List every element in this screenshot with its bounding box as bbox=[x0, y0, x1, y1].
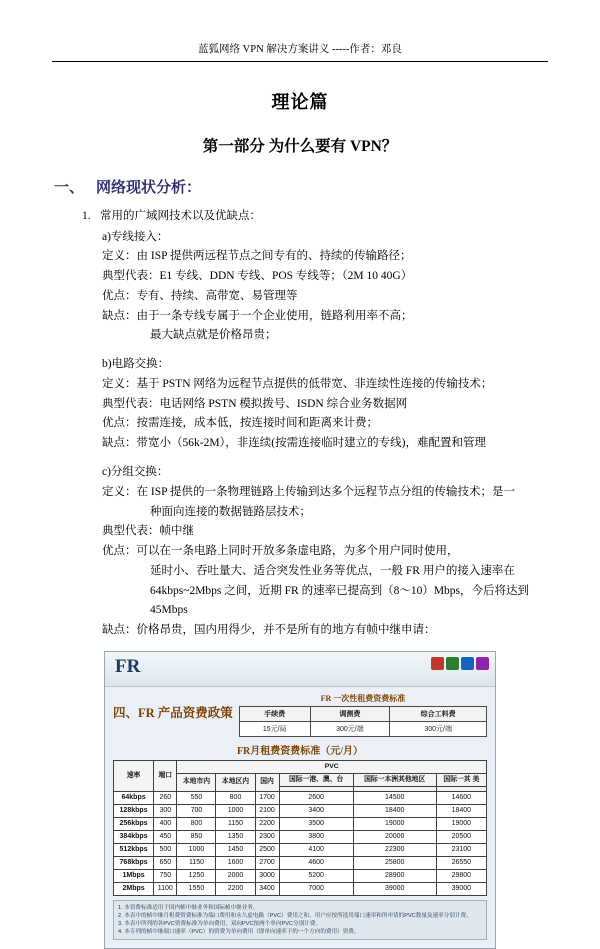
purple-square-icon bbox=[476, 657, 489, 670]
section-heading-1 bbox=[54, 176, 548, 197]
cell-intl-3: 23100 bbox=[436, 843, 486, 856]
cell-intl-1: 3800 bbox=[279, 830, 353, 843]
spacer bbox=[102, 454, 548, 463]
column-header-intl-1: 国际一港、澳、台 bbox=[279, 773, 353, 786]
column-header: 调测费 bbox=[310, 706, 390, 721]
table-cell: 300元/端 bbox=[310, 721, 390, 736]
list-marker: 1. bbox=[82, 209, 91, 222]
embedded-screenshot bbox=[104, 651, 496, 949]
cell-domestic: 2500 bbox=[255, 843, 279, 856]
block-a-cons: 缺点：由于一条专线专属于一个企业使用，链路利用率不高； bbox=[102, 309, 413, 322]
logo-group bbox=[431, 657, 489, 670]
cell-intl-2: 28900 bbox=[353, 869, 436, 882]
table-row bbox=[239, 706, 486, 721]
screenshot-titlebar bbox=[105, 652, 495, 687]
blue-square-icon bbox=[461, 657, 474, 670]
cell-rate: 384kbps bbox=[114, 830, 154, 843]
cell-intl-3: 14600 bbox=[436, 791, 486, 804]
cell-intl-2: 22300 bbox=[353, 843, 436, 856]
cell-rate: 1Mbps bbox=[114, 869, 154, 882]
cell-intl-2: 19000 bbox=[353, 817, 436, 830]
block-a-pros: 优点：专有、持续、高带宽、易管理等 bbox=[102, 289, 298, 302]
cell-domestic: 2700 bbox=[255, 856, 279, 869]
part-title: 第一部分 为什么要有 VPN？ bbox=[202, 137, 398, 155]
table-notes bbox=[113, 900, 487, 940]
block-a-definition: 定义：由 ISP 提供两远程节点之间专有的、持续的传输路径； bbox=[102, 250, 412, 263]
cell-domestic: 2200 bbox=[255, 817, 279, 830]
one-time-fee-table bbox=[239, 693, 487, 737]
cell-domestic: 2100 bbox=[255, 804, 279, 817]
cell-intl-1: 4100 bbox=[279, 843, 353, 856]
column-header-domestic: 国内 bbox=[255, 773, 279, 791]
cell-intl-3: 20500 bbox=[436, 830, 486, 843]
table-row bbox=[114, 830, 487, 843]
cell-local-city: 700 bbox=[177, 804, 216, 817]
table-cell: 15元/局 bbox=[239, 721, 310, 736]
cell-intl-3: 18400 bbox=[436, 804, 486, 817]
monthly-fee-table bbox=[113, 760, 487, 896]
cell-domestic: 2300 bbox=[255, 830, 279, 843]
cell-local-city: 1250 bbox=[177, 869, 216, 882]
list-item-label: 常用的广域网技术以及优缺点： bbox=[100, 209, 261, 222]
cell-rate: 256kbps bbox=[114, 817, 154, 830]
cell-rate: 128kbps bbox=[114, 804, 154, 817]
cell-intl-1: 3400 bbox=[279, 804, 353, 817]
block-b-heading: b)电路交换： bbox=[102, 358, 170, 371]
block-a-cons-2: 最大缺点就是价格昂贵； bbox=[150, 329, 277, 342]
column-header-local-area: 本地区内 bbox=[216, 773, 255, 791]
cell-intl-3: 39000 bbox=[436, 882, 486, 895]
note-line: 4. 本专列的帧中继端口速率（PVC）的资费为单向费用（即单向速率下的一个方向的费用）资费。 bbox=[118, 929, 360, 936]
cell-local-area: 2200 bbox=[216, 882, 255, 895]
cell-local-area: 800 bbox=[216, 791, 255, 804]
document-page bbox=[0, 44, 600, 936]
block-c-definition-2: 种面向连接的数据链路层技术； bbox=[150, 505, 311, 518]
cell-local-city: 1000 bbox=[177, 843, 216, 856]
column-header-intl-2: 国际一本洲其他地区 bbox=[353, 773, 436, 786]
block-c-pros-4: 45Mbps bbox=[150, 604, 188, 617]
column-header-local-city: 本地市内 bbox=[177, 773, 216, 791]
section-number: 一、 bbox=[54, 179, 85, 196]
block-c-definition-1: 定义：在 ISP 提供的一条物理链路上传输到达多个远程节点分组的传输技术；是一 bbox=[102, 485, 515, 498]
column-header: 综合工料费 bbox=[390, 706, 487, 721]
column-header-rate: 速率 bbox=[114, 760, 154, 791]
cell-intl-2: 25800 bbox=[353, 856, 436, 869]
red-square-icon bbox=[431, 657, 444, 670]
cell-intl-1: 7000 bbox=[279, 882, 353, 895]
table-header-row bbox=[114, 760, 487, 773]
cell-intl-3: 29800 bbox=[436, 869, 486, 882]
block-b-pros: 优点：按需连接，成本低，按连接时间和距离来计费； bbox=[102, 417, 378, 430]
cell-port: 500 bbox=[154, 843, 177, 856]
cell-domestic: 3400 bbox=[255, 882, 279, 895]
cell-local-area: 1600 bbox=[216, 856, 255, 869]
cell-intl-3: 26550 bbox=[436, 856, 486, 869]
table-row bbox=[114, 856, 487, 869]
column-group-pvc: PVC bbox=[177, 760, 487, 773]
table-row bbox=[114, 817, 487, 830]
cell-intl-2: 18400 bbox=[353, 804, 436, 817]
column-header-port: 端口 bbox=[154, 760, 177, 791]
document-title: 理论篇 bbox=[271, 91, 329, 112]
table-row bbox=[114, 869, 487, 882]
cell-local-city: 1550 bbox=[177, 882, 216, 895]
cell-rate: 512kbps bbox=[114, 843, 154, 856]
cell-local-area: 1350 bbox=[216, 830, 255, 843]
cell-rate: 64kbps bbox=[114, 791, 154, 804]
section-title: 网络现状分析： bbox=[96, 179, 202, 196]
cell-intl-1: 5200 bbox=[279, 869, 353, 882]
cell-port: 750 bbox=[154, 869, 177, 882]
table-row bbox=[114, 882, 487, 895]
block-c-typical: 典型代表：帧中继 bbox=[102, 525, 194, 538]
cell-intl-2: 20000 bbox=[353, 830, 436, 843]
list-item bbox=[82, 207, 548, 223]
cell-intl-1: 2600 bbox=[279, 791, 353, 804]
cell-port: 650 bbox=[154, 856, 177, 869]
cell-local-city: 1150 bbox=[177, 856, 216, 869]
block-b-definition: 定义：基于 PSTN 网络为远程节点提供的低带宽、非连续性连接的传输技术； bbox=[102, 377, 493, 390]
cell-port: 450 bbox=[154, 830, 177, 843]
note-line: 3. 本表中所列的各PVC资费标准为单向费用，双向PVC按两个单向PVC分别计费。 bbox=[118, 921, 321, 928]
table-row bbox=[114, 791, 487, 804]
table-row bbox=[239, 721, 486, 736]
column-header-intl-3: 国际一其 美 bbox=[436, 773, 486, 786]
cell-domestic: 3000 bbox=[255, 869, 279, 882]
cell-intl-3: 19000 bbox=[436, 817, 486, 830]
note-line: 2. 本表中的帧中继月租费资费标准为端口费用和永久虚电路（PVC）费用之和，用户应按所选用端口速率和所申请的PVC数量及速率分别计费。 bbox=[118, 913, 472, 920]
one-time-fee-caption: FR 一次性租费资费标准 bbox=[320, 693, 406, 703]
monthly-fee-caption: FR月租费资费标准（元/月） bbox=[236, 745, 364, 757]
cell-local-area: 1450 bbox=[216, 843, 255, 856]
table-cell: 300元/端 bbox=[390, 721, 487, 736]
cell-intl-1: 3500 bbox=[279, 817, 353, 830]
heading-row bbox=[113, 693, 487, 737]
block-a-typical: 典型代表：E1 专线、DDN 专线、POS 专线等；（2M 10 40G） bbox=[102, 270, 413, 283]
cell-port: 300 bbox=[154, 804, 177, 817]
cell-intl-1: 4600 bbox=[279, 856, 353, 869]
screenshot-content bbox=[105, 687, 495, 948]
cell-port: 400 bbox=[154, 817, 177, 830]
block-c-pros-2: 延时小、吞吐量大、适合突发性业务等优点，一般 FR 用户的接入速率在 bbox=[150, 564, 515, 577]
cell-local-area: 2000 bbox=[216, 869, 255, 882]
fr-policy-heading: 四、FR 产品资费政策 bbox=[113, 705, 233, 720]
note-line: 1. 本资费标准适用于国内帧中继业务和国际帧中继业务。 bbox=[118, 904, 259, 911]
block-c-heading: c)分组交换： bbox=[102, 466, 169, 479]
cell-intl-2: 39000 bbox=[353, 882, 436, 895]
column-header: 手续费 bbox=[239, 706, 310, 721]
page-header: 蓝狐网络 VPN 解决方案讲义 -----作者：邓良 bbox=[52, 44, 548, 62]
cell-port: 260 bbox=[154, 791, 177, 804]
table-row bbox=[114, 804, 487, 817]
content-body bbox=[102, 228, 548, 641]
cell-local-city: 800 bbox=[177, 817, 216, 830]
cell-local-area: 1000 bbox=[216, 804, 255, 817]
block-b-cons: 缺点：带宽小（56k-2M），非连续(按需连接临时建立的专线)，难配置和管理 bbox=[102, 437, 486, 450]
cell-rate: 2Mbps bbox=[114, 882, 154, 895]
block-c-cons: 缺点：价格昂贵，国内用得少，并不是所有的地方有帧中继申请： bbox=[102, 624, 436, 637]
cell-domestic: 1700 bbox=[255, 791, 279, 804]
green-square-icon bbox=[446, 657, 459, 670]
block-a-heading: a)专线接入： bbox=[102, 230, 169, 243]
cell-local-city: 850 bbox=[177, 830, 216, 843]
cell-intl-2: 14500 bbox=[353, 791, 436, 804]
cell-rate: 768kbps bbox=[114, 856, 154, 869]
cell-local-city: 550 bbox=[177, 791, 216, 804]
block-c-pros-1: 优点：可以在一条电路上同时开放多条虚电路，为多个用户同时使用， bbox=[102, 545, 459, 558]
block-b-typical: 典型代表：电话网络 PSTN 模拟拨号、ISDN 综合业务数据网 bbox=[102, 397, 408, 410]
cell-local-area: 1150 bbox=[216, 817, 255, 830]
block-c-pros-3: 64kbps~2Mbps 之间，近期 FR 的速率已提高到（8～10）Mbps，今后将达到 bbox=[150, 584, 530, 597]
fr-label: FR bbox=[115, 655, 141, 677]
monthly-fee-body bbox=[114, 791, 487, 895]
cell-port: 1100 bbox=[154, 882, 177, 895]
spacer bbox=[102, 346, 548, 355]
